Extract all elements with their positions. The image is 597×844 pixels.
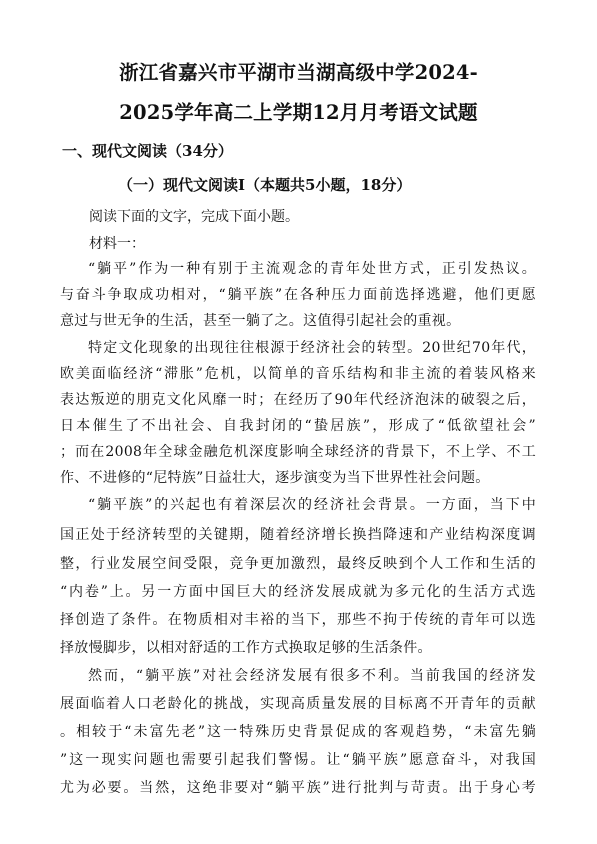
paragraph-3-line-1: “躺平族”的兴起也有着深层次的经济社会背景。一方面，当下中 [88, 497, 536, 513]
paragraph-3-line-4: “内卷”上。另一方面中国巨大的经济发展成就为多元化的生活方式选 [60, 584, 536, 600]
paragraph-4-line-1: 然而，“躺平族”对社会经济发展有很多不利。当前我国的经济发 [88, 668, 536, 684]
paragraph-4-line-3: 。相较于“未富先老”这一特殊历史背景促成的客观趋势，“未富先躺 [60, 724, 536, 740]
material-label: 材料一： [89, 236, 145, 252]
document-title-line-2: 2025学年高二上学期12月月考语文试题 [119, 101, 478, 124]
paragraph-2-line-2: 欧美面临经济“滞胀”危机，以简单的音乐结构和非主流的着装风格来 [60, 366, 536, 382]
paragraph-2-line-5: ；而在2008年全球金融危机深度影响全球经济的背景下，不上学、不工 [60, 444, 536, 460]
paragraph-3-line-5: 择创造了条件。在物质相对丰裕的当下，那些不拘于传统的青年可以选 [60, 612, 536, 628]
paragraph-3-line-6: 择放慢脚步，以相对舒适的工作方式换取足够的生活条件。 [60, 640, 432, 656]
paragraph-1-line-2: 与奋斗争取成功相对，“躺平族”在各种压力面前选择逃避，他们更愿 [60, 287, 536, 303]
document-title-line-1: 浙江省嘉兴市平湖市当湖高级中学2024- [119, 61, 478, 84]
paragraph-2-line-3: 表达叛逆的朋克文化风靡一时；在经历了90年代经济泡沫的破裂之后， [60, 392, 536, 408]
reading-instruction: 阅读下面的文字，完成下面小题。 [89, 209, 299, 225]
paragraph-4-line-5: 尤为必要。当然，这绝非要对“躺平族”进行批判与苛责。出于身心考 [60, 780, 536, 796]
paragraph-2-line-1: 特定文化现象的出现往往根源于经济社会的转型。20世纪70年代， [88, 340, 536, 356]
paragraph-4-line-4: ”这一现实问题也需要引起我们警惕。让“躺平族”愿意奋斗，对我国 [60, 752, 536, 768]
paragraph-2-line-4: 日本催生了不出社会、自我封闭的“蛰居族”，形成了“低欲望社会” [60, 418, 536, 434]
sub-section-heading: （一）现代文阅读I（本题共5小题，18分） [118, 176, 412, 194]
paragraph-1-line-3: 意过与世无争的生活，甚至一躺了之。这值得引起社会的重视。 [60, 313, 461, 329]
paragraph-4-line-2: 展面临着人口老龄化的挑战，实现高质量发展的目标离不开青年的贡献 [60, 696, 536, 712]
section-heading: 一、现代文阅读（34分） [62, 142, 233, 160]
paragraph-3-line-2: 国正处于经济转型的关键期，随着经济增长换挡降速和产业结构深度调 [60, 527, 536, 543]
paragraph-3-line-3: 整，行业发展空间受限，竞争更加激烈，最终反映到个人工作和生活的 [60, 556, 536, 572]
paragraph-2-line-6: 作、不进修的“尼特族”日益壮大，逐步演变为当下世界性社会问题。 [60, 470, 490, 486]
paragraph-1-line-1: “躺平”作为一种有别于主流观念的青年处世方式，正引发热议。 [88, 261, 536, 277]
